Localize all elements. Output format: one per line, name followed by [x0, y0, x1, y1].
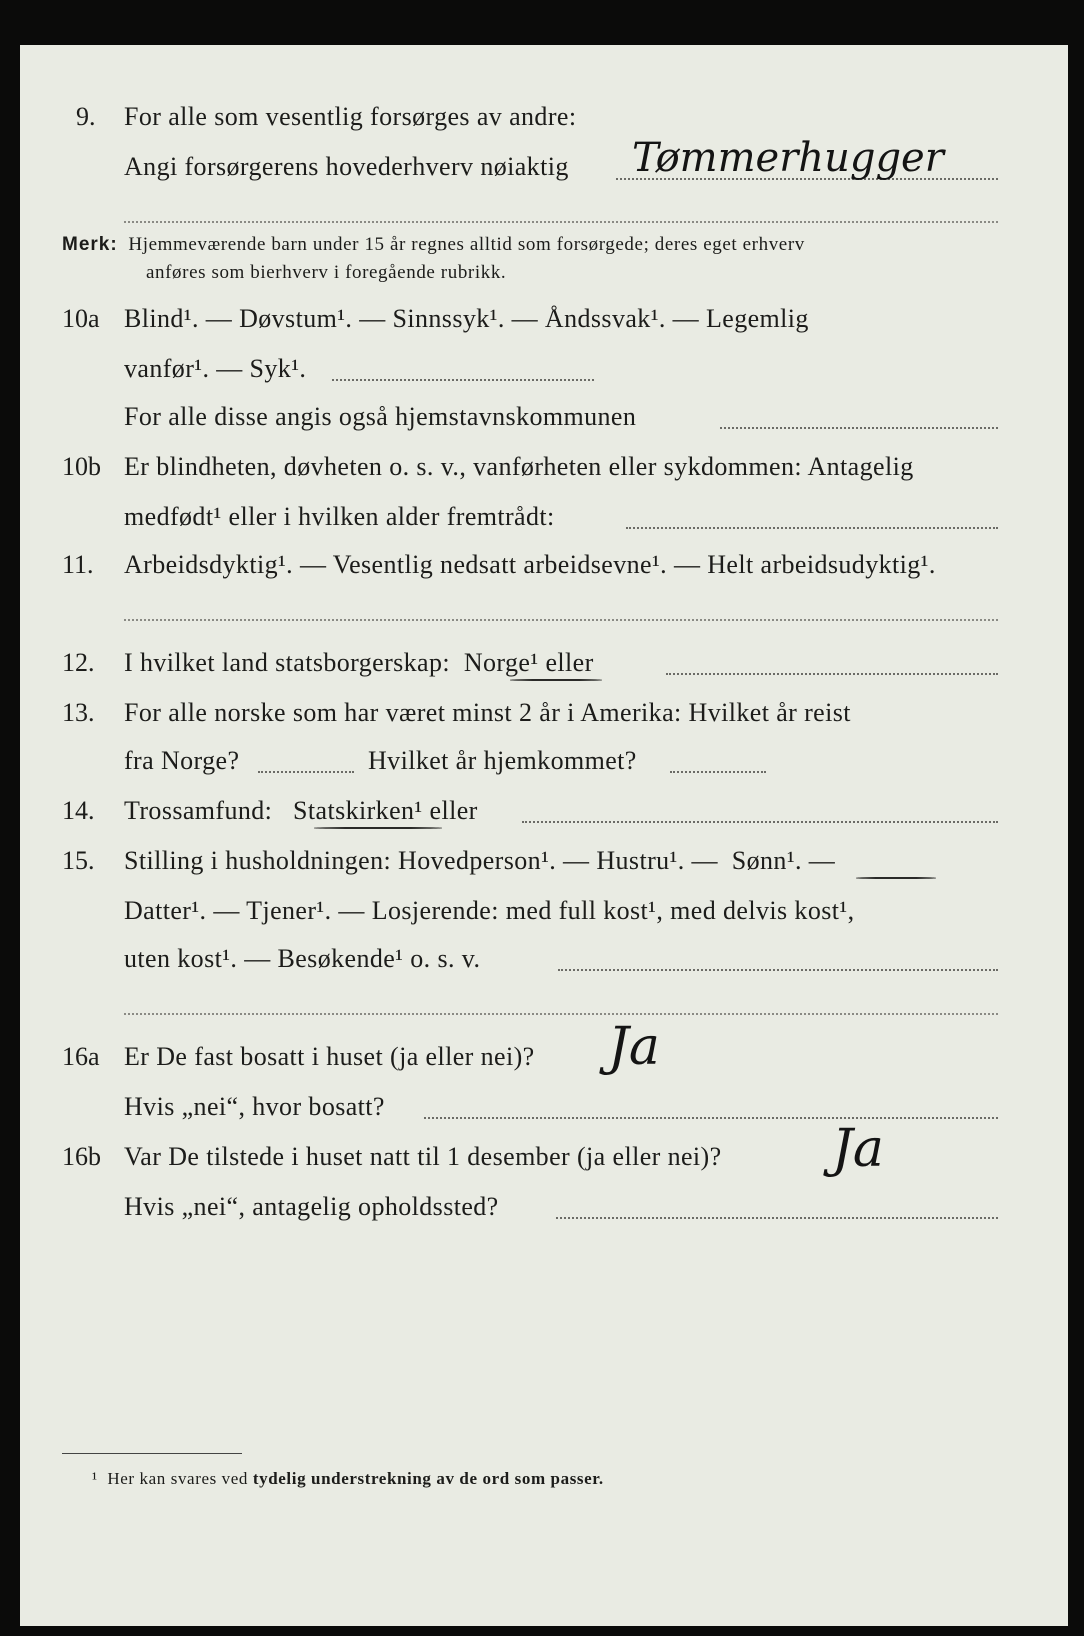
- q16a-line2: Hvis „nei“, hvor bosatt?: [124, 1092, 385, 1121]
- q11-separator: [124, 619, 998, 621]
- q12-text-b: ¹ eller: [530, 648, 594, 677]
- q16b-line2: Hvis „nei“, antagelig opholdssted?: [124, 1192, 499, 1221]
- q15-line1b: ¹. —: [786, 846, 836, 875]
- q10a-kommune-line: [720, 427, 998, 429]
- q13-line2a: fra Norge?: [124, 746, 240, 775]
- q16b-opholdssted-line: [556, 1217, 998, 1219]
- q16a-bosatt-line: [424, 1117, 998, 1119]
- q16a-answer-handwriting: Ja: [608, 1017, 660, 1077]
- q10a-number: 10a: [62, 304, 100, 333]
- q14-statskirken-underlined: Statskirken: [293, 796, 415, 825]
- q14-text-a: Trossamfund:: [124, 796, 273, 825]
- footnote-rule: [62, 1453, 242, 1454]
- q11-number: 11.: [62, 550, 94, 579]
- q15-number: 15.: [62, 846, 95, 875]
- merk-text1: Hjemmeværende barn under 15 år regnes alltid som forsørgede; deres eget erhverv: [128, 234, 805, 255]
- q10b-line1: Er blindheten, døvheten o. s. v., vanførheten eller sykdommen: Antagelig: [124, 452, 914, 481]
- merk-label: Merk:: [62, 234, 118, 255]
- q12-norge-underlined: Norge: [463, 648, 531, 677]
- q15-answer-line: [558, 969, 998, 971]
- q9-number: 9.: [76, 102, 96, 131]
- q12-answer-line: [666, 673, 998, 675]
- q13-line1: For alle norske som har været minst 2 år i Amerika: Hvilket år reist: [124, 698, 851, 727]
- q12-number: 12.: [62, 648, 95, 677]
- footnote: [92, 1469, 604, 1489]
- q16b-answer-handwriting: Ja: [832, 1119, 884, 1179]
- merk-line1: [62, 231, 805, 259]
- footnote-text-plain: Her kan svares ved: [107, 1469, 249, 1488]
- q9-answer-handwriting: Tømmerhugger: [632, 135, 944, 181]
- q13-reist-line: [258, 771, 354, 773]
- q15-line1: [124, 845, 835, 877]
- q9-line1: For alle som vesentlig forsørges av andre:: [124, 102, 577, 131]
- q12-text-a: I hvilket land statsborgerskap:: [124, 648, 451, 677]
- q12-line: [124, 647, 594, 679]
- q15-line2: Datter¹. — Tjener¹. — Losjerende: med full kost¹, med delvis kost¹,: [124, 896, 855, 925]
- q14-text-b: ¹ eller: [414, 796, 478, 825]
- q10a-line2: vanfør¹. — Syk¹.: [124, 354, 307, 383]
- q13-line2b: Hvilket år hjemkommet?: [368, 746, 637, 775]
- q14-answer-line: [522, 821, 998, 823]
- q14-line: [124, 795, 478, 827]
- q15-underline-mark: [856, 877, 936, 879]
- q15-separator: [124, 1013, 998, 1015]
- q14-number: 14.: [62, 796, 95, 825]
- q10a-line3: For alle disse angis også hjemstavnskommunen: [124, 402, 637, 431]
- footnote-text-bold: tydelig understrekning av de ord som passer.: [252, 1469, 604, 1488]
- q10a-line1: Blind¹. — Døvstum¹. — Sinnssyk¹. — Åndssvak¹. — Legemlig: [124, 304, 809, 333]
- q10b-number: 10b: [62, 452, 101, 481]
- q13-number: 13.: [62, 698, 95, 727]
- q15-line1a: Stilling i husholdningen: Hovedperson¹. — Hustru¹. —: [124, 846, 718, 875]
- q16b-number: 16b: [62, 1142, 101, 1171]
- q10b-answer-line: [626, 527, 998, 529]
- q11-line1: Arbeidsdyktig¹. — Vesentlig nedsatt arbeidsevne¹. — Helt arbeidsudyktig¹.: [124, 550, 936, 579]
- q14-underline-mark: [314, 827, 442, 829]
- q10a-syk-line: [332, 379, 594, 381]
- q9-line2: Angi forsørgerens hovederhverv nøiaktig: [124, 152, 569, 181]
- q12-underline-mark: [510, 679, 602, 681]
- merk-text2: anføres som bierhverv i foregående rubrikk.: [146, 262, 507, 283]
- q9-separator: [124, 221, 998, 223]
- q15-line3: uten kost¹. — Besøkende¹ o. s. v.: [124, 944, 481, 973]
- q16b-line1: Var De tilstede i huset natt til 1 desember (ja eller nei)?: [124, 1142, 722, 1171]
- q13-hjemkommet-line: [670, 771, 766, 773]
- footnote-marker: ¹: [92, 1469, 98, 1488]
- census-form-page: [20, 45, 1068, 1626]
- q15-sonn-underlined: Sønn: [731, 846, 787, 875]
- q16a-number: 16a: [62, 1042, 100, 1071]
- q16a-line1: Er De fast bosatt i huset (ja eller nei)?: [124, 1042, 535, 1071]
- q10b-line2: medfødt¹ eller i hvilken alder fremtrådt:: [124, 502, 555, 531]
